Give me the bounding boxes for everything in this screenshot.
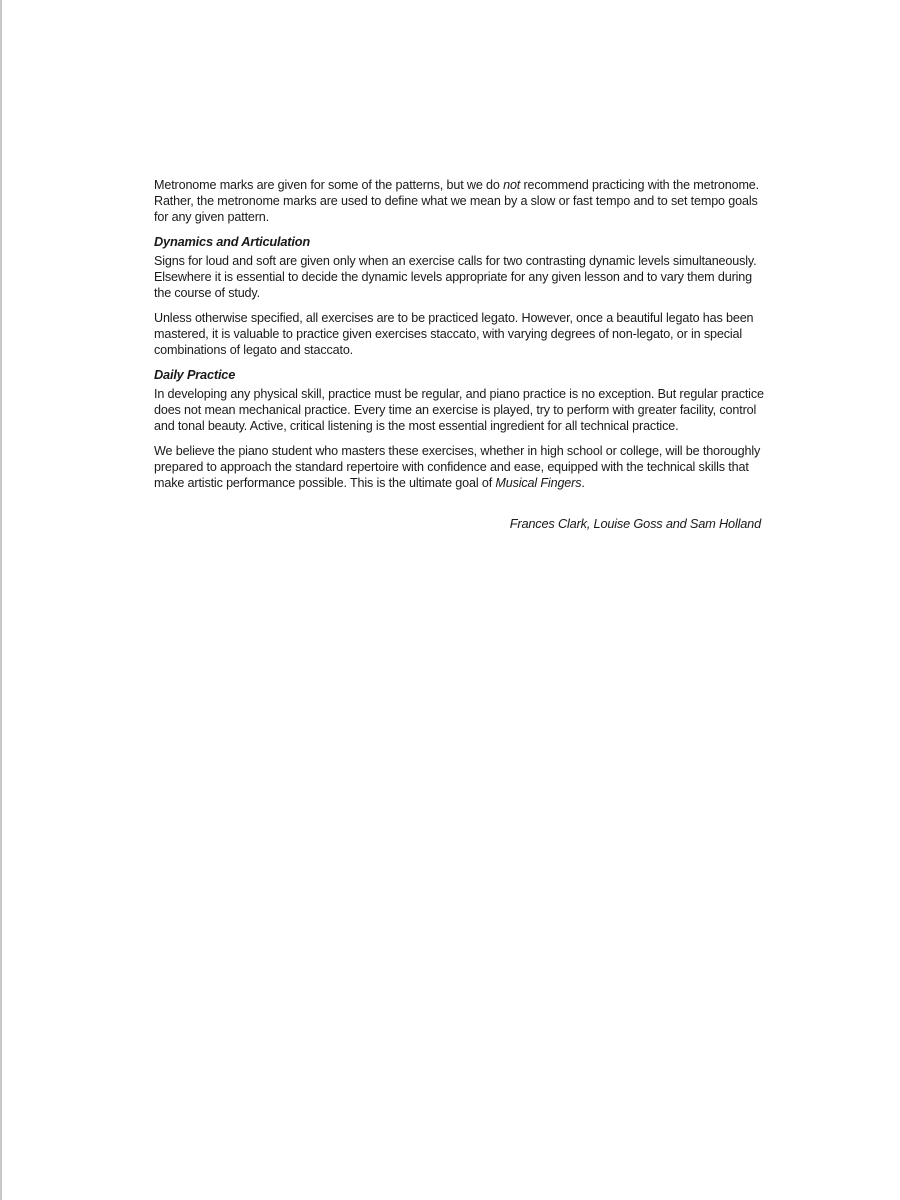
intro-text-start: Metronome marks are given for some of the patterns, but we do: [154, 178, 504, 192]
book-title: Musical Fingers: [495, 476, 582, 490]
intro-paragraph: [154, 177, 764, 225]
daily-practice-paragraph-2: [154, 443, 764, 491]
dynamics-heading: Dynamics and Articulation: [154, 234, 310, 249]
document-body: [154, 177, 764, 532]
page-left-edge: [0, 0, 2, 1200]
dynamics-paragraph-1: Signs for loud and soft are given only when an exercise calls for two contrasting dynamic levels simultaneously. Elsewhere it is essential to decide the dynamic levels appropriate for any given lesson and to vary them during the course of study.: [154, 254, 757, 300]
intro-emphasis: not: [503, 178, 521, 192]
daily-practice-paragraph-1: In developing any physical skill, practice must be regular, and piano practice is no exception. But regular practice does not mean mechanical practice. Every time an exercise is played, try to perform with greater facility, control and tonal beauty. Active, critical listening is the most essential ingredient for all technical practice.: [154, 387, 764, 433]
authors-signature: Frances Clark, Louise Goss and Sam Holland: [509, 516, 761, 531]
intro-text-end: recommend practicing with the metronome. Rather, the metronome marks are used to define what we mean by a slow or fast tempo and to set tempo goals for any given pattern.: [154, 178, 759, 224]
daily-practice-heading: Daily Practice: [154, 367, 236, 382]
dynamics-paragraph-2: Unless otherwise specified, all exercises are to be practiced legato. However, once a beautiful legato has been mastered, it is valuable to practice given exercises staccato, with varying degrees of non-legato, or in special combinations of legato and staccato.: [154, 311, 754, 357]
closing-text-start: We believe the piano student who masters these exercises, whether in high school or college, will be thoroughly prepared to approach the standard repertoire with confidence and ease, equipped with the technical skills that make artistic performance possible. This is the ultimate goal of: [154, 444, 761, 490]
closing-text-end: .: [581, 476, 585, 490]
